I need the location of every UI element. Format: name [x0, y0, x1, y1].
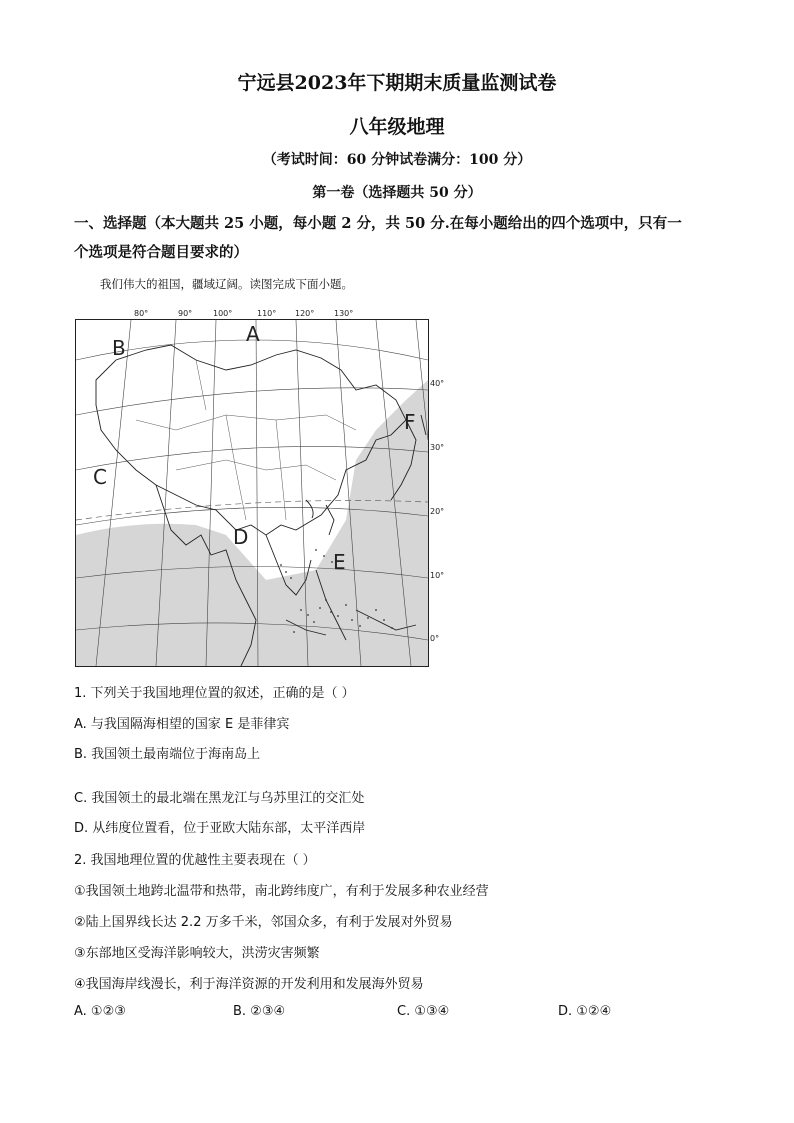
- question-2-item-4: ④我国海岸线漫长，利于海洋资源的开发利用和发展海外贸易: [74, 977, 424, 992]
- exam-info: （考试时间：60 分钟试卷满分：100 分）: [262, 152, 532, 168]
- section-heading-line2: 个选项是符合题目要求的）: [74, 244, 248, 261]
- lon-label: 80°: [134, 309, 149, 318]
- lon-label: 120°: [295, 309, 315, 318]
- volume-title: 第一卷（选择题共 50 分）: [312, 185, 482, 201]
- question-2-stem: 2. 我国地理位置的优越性主要表现在（ ）: [74, 853, 316, 868]
- map-label-e: E: [333, 550, 346, 574]
- lat-label: 40°: [430, 379, 445, 388]
- lon-label: 110°: [257, 309, 277, 318]
- lon-label: 130°: [334, 309, 354, 318]
- lat-label: 0°: [430, 634, 440, 643]
- question-2-item-2: ②陆上国界线长达 2.2 万多千米，邻国众多，有利于发展对外贸易: [74, 915, 453, 930]
- lat-label: 20°: [430, 507, 445, 516]
- question-2-option-d: D. ①②④: [558, 1004, 612, 1019]
- question-1-option-c: C. 我国领土的最北端在黑龙江与乌苏里江的交汇处: [74, 791, 365, 806]
- lat-label: 10°: [430, 571, 445, 580]
- question-2-option-a: A. ①②③: [74, 1004, 126, 1019]
- question-2-option-c: C. ①③④: [397, 1004, 450, 1019]
- question-1-stem: 1. 下列关于我国地理位置的叙述，正确的是（ ）: [74, 686, 355, 701]
- intro-text: 我们伟大的祖国，疆域辽阔。读图完成下面小题。: [100, 277, 353, 291]
- map-label-d: D: [233, 525, 249, 549]
- map-label-c: C: [93, 465, 107, 489]
- question-2-option-b: B. ②③④: [233, 1004, 286, 1019]
- map-drawing: [76, 320, 428, 666]
- lat-label: 30°: [430, 443, 445, 452]
- question-1-option-d: D. 从纬度位置看，位于亚欧大陆东部，太平洋西岸: [74, 821, 366, 836]
- lon-label: 90°: [178, 309, 193, 318]
- map-label-a: A: [246, 322, 260, 346]
- map-label-f: F: [404, 410, 416, 434]
- lon-label: 100°: [213, 309, 233, 318]
- map-label-b: B: [112, 336, 126, 360]
- question-1-option-a: A. 与我国隔海相望的国家 E 是菲律宾: [74, 717, 290, 732]
- section-heading-line1: 一、选择题（本大题共 25 小题，每小题 2 分，共 50 分.在每小题给出的四个选项中，只有一: [74, 215, 682, 232]
- subject-title: 八年级地理: [349, 116, 445, 138]
- exam-title: 宁远县2023年下期期末质量监测试卷: [237, 72, 557, 94]
- question-1-option-b: B. 我国领土最南端位于海南岛上: [74, 747, 261, 762]
- asia-map: [75, 319, 429, 667]
- question-2-item-1: ①我国领土地跨北温带和热带，南北跨纬度广，有利于发展多种农业经营: [74, 884, 489, 899]
- question-2-item-3: ③东部地区受海洋影响较大，洪涝灾害频繁: [74, 946, 320, 961]
